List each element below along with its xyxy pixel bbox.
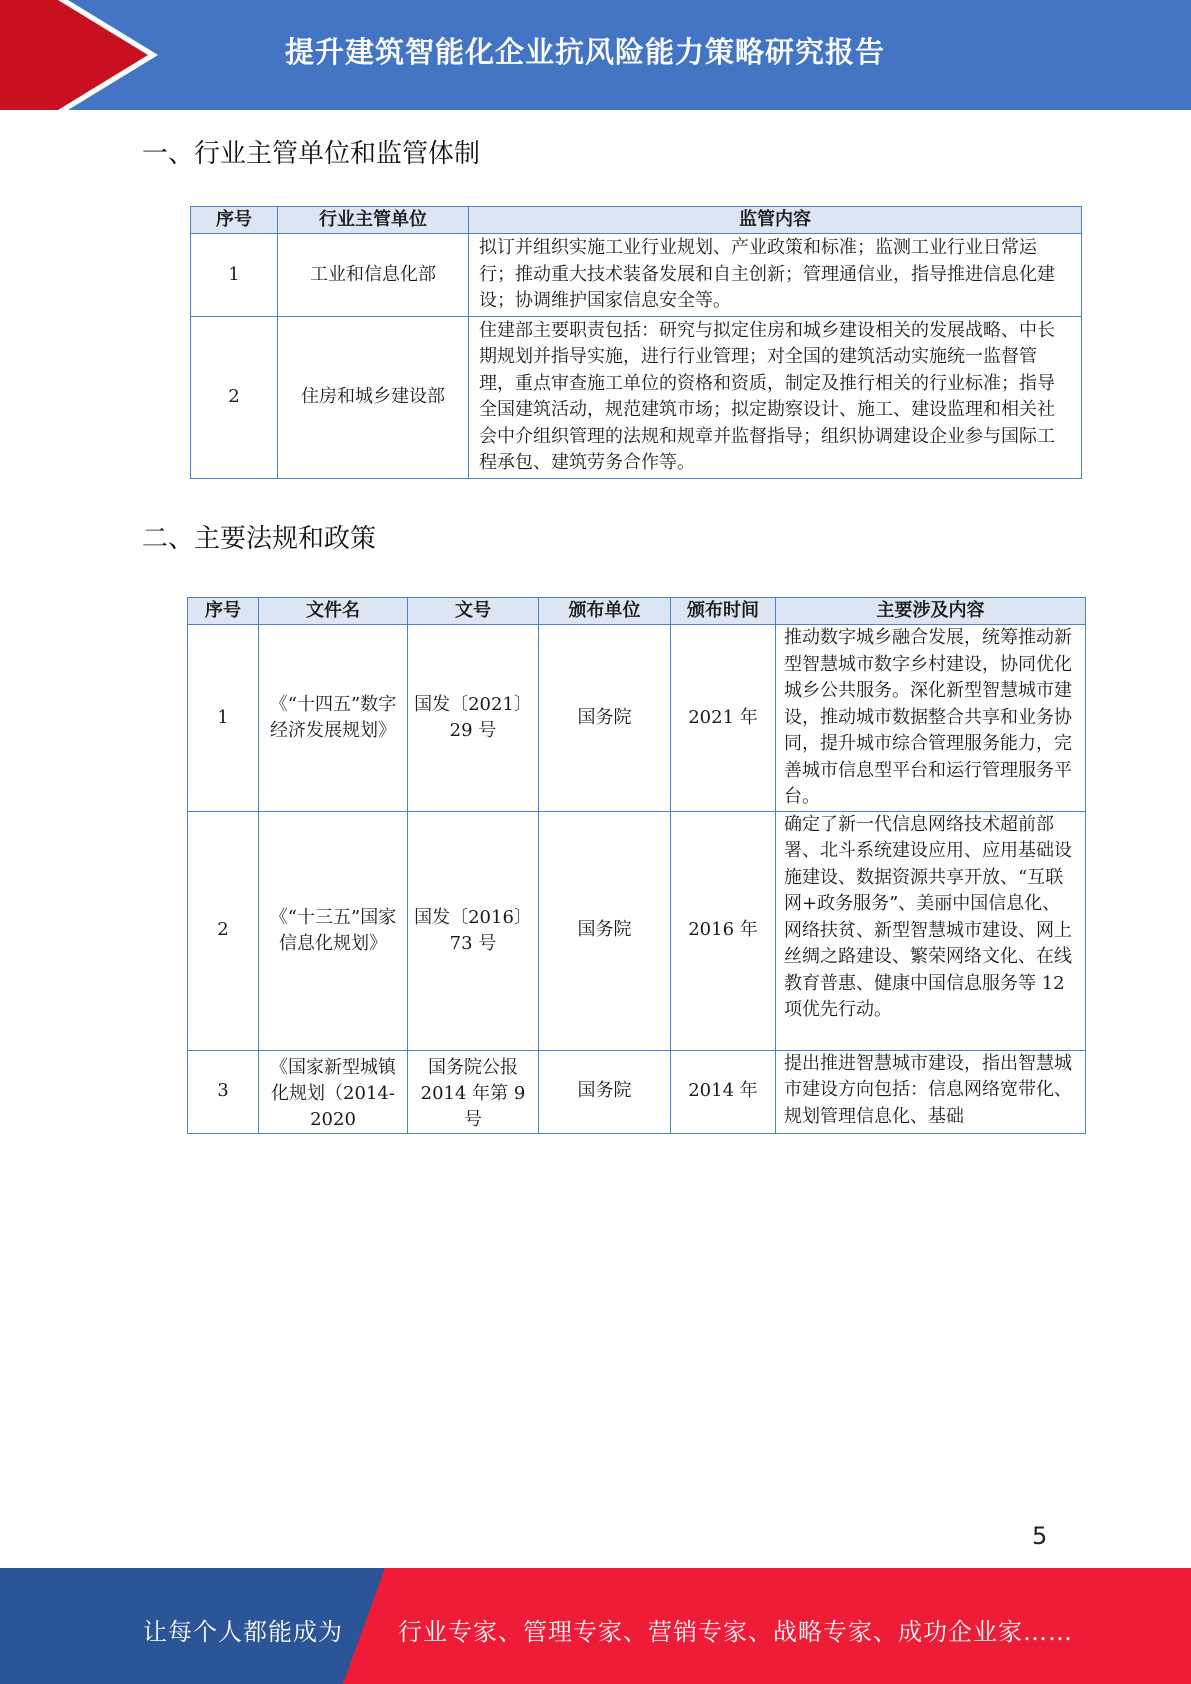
policy-content: 推动数字城乡融合发展，统筹推动新型智慧城市数字乡村建设，协同优化城乡公共服务。深化新型智慧城市建设，推动城市数据整合共享和业务协同，提升城市综合管理服务能力，完善城市信息型平台和运行管理服务平台。 xyxy=(776,625,1086,812)
document-name: 《“十四五”数字经济发展规划》 xyxy=(259,625,408,812)
regulator-table xyxy=(190,206,1082,479)
issue-date: 2021 年 xyxy=(671,625,776,812)
table-row xyxy=(188,811,1086,1050)
row-number: 1 xyxy=(188,625,259,812)
column-header: 监管内容 xyxy=(469,207,1082,234)
regulation-content: 拟订并组织实施工业行业规划、产业政策和标准；监测工业行业日常运行；推动重大技术装备发展和自主创新；管理通信业，指导推进信息化建设；协调维护国家信息安全等。 xyxy=(469,234,1082,317)
column-header: 文号 xyxy=(408,598,539,625)
footer-slogan-right: 行业专家、管理专家、营销专家、战略专家、成功企业家…… xyxy=(398,1618,1073,1646)
section-heading-regulator: 一、行业主管单位和监管体制 xyxy=(142,139,481,169)
document-name: 《国家新型城镇化规划（2014-2020 xyxy=(259,1050,408,1133)
table-row xyxy=(188,625,1086,812)
document-number: 国发〔2021〕29 号 xyxy=(408,625,539,812)
issuing-authority: 国务院 xyxy=(539,1050,671,1133)
section-heading-policy: 二、主要法规和政策 xyxy=(142,524,377,554)
page-header xyxy=(0,0,1191,110)
document-number: 国发〔2016〕73 号 xyxy=(408,811,539,1050)
issue-date: 2016 年 xyxy=(671,811,776,1050)
column-header: 行业主管单位 xyxy=(278,207,469,234)
report-title: 提升建筑智能化企业抗风险能力策略研究报告 xyxy=(285,35,886,69)
regulation-content: 住建部主要职责包括：研究与拟定住房和城乡建设相关的发展战略、中长期规划并指导实施，进行行业管理；对全国的建筑活动实施统一监督管理，重点审查施工单位的资格和资质，制定及推行相关的行业标准；指导全国建筑活动，规范建筑市场；拟定勘察设计、施工、建设监理和相关社会中介组织管理的法规和规章并监督指导；组织协调建设企业参与国际工程承包、建筑劳务合作等。 xyxy=(469,316,1082,478)
page-number: 5 xyxy=(1032,1522,1048,1550)
table-row xyxy=(191,234,1082,317)
table-row xyxy=(191,316,1082,478)
policy-content: 确定了新一代信息网络技术超前部署、北斗系统建设应用、应用基础设施建设、数据资源共享开放、“互联网+政务服务”、美丽中国信息化、网络扶贫、新型智慧城市建设、网上丝绸之路建设、繁荣网络文化、在线教育普惠、健康中国信息服务等 12 项优先行动。 xyxy=(776,811,1086,1050)
row-number: 2 xyxy=(188,811,259,1050)
column-header: 主要涉及内容 xyxy=(776,598,1086,625)
footer-slogan-left: 让每个人都能成为 xyxy=(143,1618,343,1646)
regulator-name: 工业和信息化部 xyxy=(278,234,469,317)
issuing-authority: 国务院 xyxy=(539,811,671,1050)
table-header-row xyxy=(188,598,1086,625)
document-name: 《“十三五”国家信息化规划》 xyxy=(259,811,408,1050)
page-footer xyxy=(0,1568,1191,1684)
column-header: 颁布单位 xyxy=(539,598,671,625)
row-number: 2 xyxy=(191,316,278,478)
column-header: 序号 xyxy=(188,598,259,625)
regulator-name: 住房和城乡建设部 xyxy=(278,316,469,478)
issuing-authority: 国务院 xyxy=(539,625,671,812)
column-header: 序号 xyxy=(191,207,278,234)
column-header: 文件名 xyxy=(259,598,408,625)
issue-date: 2014 年 xyxy=(671,1050,776,1133)
policy-content: 提出推进智慧城市建设，指出智慧城市建设方向包括：信息网络宽带化、规划管理信息化、基础 xyxy=(776,1050,1086,1133)
row-number: 3 xyxy=(188,1050,259,1133)
column-header: 颁布时间 xyxy=(671,598,776,625)
document-number: 国务院公报 2014 年第 9 号 xyxy=(408,1050,539,1133)
row-number: 1 xyxy=(191,234,278,317)
table-header-row xyxy=(191,207,1082,234)
table-row xyxy=(188,1050,1086,1133)
policy-table xyxy=(187,597,1086,1134)
